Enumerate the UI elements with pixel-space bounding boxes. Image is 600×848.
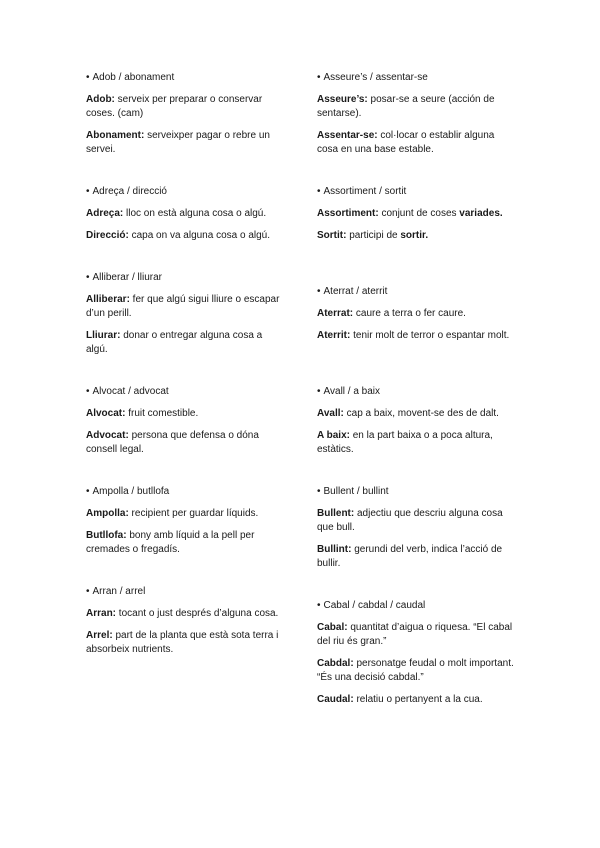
definition bbox=[86, 529, 286, 557]
bullet-icon: • bbox=[86, 272, 90, 283]
term: Alvocat: bbox=[86, 408, 126, 419]
definition-text: fer que algú sigui lliure o escapar d’un perill. bbox=[86, 294, 280, 319]
entry-heading: • Aterrat / aterrit bbox=[317, 286, 388, 297]
definition bbox=[86, 129, 286, 157]
definition-text: participi de bbox=[346, 230, 401, 241]
term: Bullint: bbox=[317, 544, 352, 555]
term: Aterrat: bbox=[317, 308, 354, 319]
bullet-icon: • bbox=[317, 72, 321, 83]
definition-text: part de la planta que està sota terra i absorbeix nutrients. bbox=[86, 630, 279, 655]
definition-text: personatge feudal o molt important. “És una decisió cabdal.” bbox=[317, 658, 514, 683]
definition bbox=[317, 129, 517, 157]
entry-cabal bbox=[317, 599, 517, 715]
entry-heading: • Adreça / direcció bbox=[86, 186, 167, 197]
definition bbox=[317, 407, 517, 421]
definition-text: serveixper pagar o rebre un servei. bbox=[86, 130, 270, 155]
definition bbox=[317, 507, 517, 535]
term: Abonament: bbox=[86, 130, 145, 141]
definition-text: fruit comestible. bbox=[125, 408, 199, 419]
entry-heading: • Cabal / cabdal / caudal bbox=[317, 600, 426, 611]
bullet-icon: • bbox=[86, 186, 90, 197]
term: Aterrit: bbox=[317, 330, 351, 341]
term: Adreça: bbox=[86, 208, 124, 219]
definition bbox=[317, 207, 517, 221]
bullet-icon: • bbox=[86, 386, 90, 397]
definition bbox=[317, 329, 517, 343]
definition-text: donar o entregar alguna cosa a algú. bbox=[86, 330, 263, 355]
definition bbox=[86, 229, 286, 243]
definition bbox=[317, 621, 517, 649]
definition-text: bony amb líquid a la pell per cremades o fregadís. bbox=[86, 530, 255, 555]
term: Lliurar: bbox=[86, 330, 121, 341]
entry-adob bbox=[86, 71, 286, 165]
term: Arran: bbox=[86, 608, 117, 619]
definition bbox=[86, 93, 286, 121]
term: Alliberar: bbox=[86, 294, 130, 305]
term: A baix: bbox=[317, 430, 350, 441]
definition-text: gerundi del verb, indica l’acció de bullir. bbox=[317, 544, 503, 569]
bullet-icon: • bbox=[317, 486, 321, 497]
definition bbox=[317, 429, 517, 457]
definition-text: caure a terra o fer caure. bbox=[353, 308, 466, 319]
entry-heading: • Adob / abonament bbox=[86, 72, 175, 83]
entry-arran bbox=[86, 585, 286, 665]
bullet-icon: • bbox=[317, 286, 321, 297]
definition-text: adjectiu que descriu alguna cosa que bull. bbox=[317, 508, 503, 533]
entry-ampolla bbox=[86, 485, 286, 565]
emphasized-word: variades. bbox=[459, 208, 503, 219]
entry-heading: • Arran / arrel bbox=[86, 586, 146, 597]
entry-aterrat bbox=[317, 285, 517, 351]
entry-adreca bbox=[86, 185, 286, 251]
term: Butllofa: bbox=[86, 530, 127, 541]
term: Bullent: bbox=[317, 508, 355, 519]
entry-alliberar bbox=[86, 271, 286, 365]
definition bbox=[86, 629, 286, 657]
entry-avall bbox=[317, 385, 517, 465]
bullet-icon: • bbox=[317, 600, 321, 611]
term: Asseure’s: bbox=[317, 94, 368, 105]
definition bbox=[317, 93, 517, 121]
definition bbox=[86, 293, 286, 321]
definition bbox=[86, 329, 286, 357]
entry-bullent bbox=[317, 485, 517, 579]
bullet-icon: • bbox=[317, 186, 321, 197]
definition-text: conjunt de coses bbox=[378, 208, 460, 219]
definition bbox=[86, 429, 286, 457]
entry-heading: • Asseure’s / assentar-se bbox=[317, 72, 428, 83]
entry-heading: • Bullent / bullint bbox=[317, 486, 389, 497]
entry-asseure bbox=[317, 71, 517, 165]
definition bbox=[317, 229, 517, 243]
definition-text: tenir molt de terror o espantar molt. bbox=[350, 330, 510, 341]
definition bbox=[317, 543, 517, 571]
definition bbox=[317, 657, 517, 685]
definition-text: serveix per preparar o conservar coses. (cam) bbox=[86, 94, 263, 119]
definition bbox=[317, 307, 517, 321]
definition bbox=[86, 507, 286, 521]
definition bbox=[86, 607, 286, 621]
term: Adob: bbox=[86, 94, 115, 105]
bullet-icon: • bbox=[86, 586, 90, 597]
definition-text: col·locar o establir alguna cosa en una base estable. bbox=[317, 130, 495, 155]
definition-text: en la part baixa o a poca altura, estàtics. bbox=[317, 430, 493, 455]
definition-text: tocant o just després d’alguna cosa. bbox=[116, 608, 279, 619]
term: Sortit: bbox=[317, 230, 347, 241]
term: Assortiment: bbox=[317, 208, 379, 219]
term: Advocat: bbox=[86, 430, 129, 441]
definition-text: relatiu o pertanyent a la cua. bbox=[353, 694, 483, 705]
bullet-icon: • bbox=[86, 486, 90, 497]
emphasized-word: sortir. bbox=[400, 230, 429, 241]
term: Cabal: bbox=[317, 622, 348, 633]
term: Arrel: bbox=[86, 630, 113, 641]
entry-heading: • Alvocat / advocat bbox=[86, 386, 169, 397]
term: Direcció: bbox=[86, 230, 129, 241]
entry-assortiment bbox=[317, 185, 517, 251]
definition-text: capa on va alguna cosa o algú. bbox=[128, 230, 271, 241]
term: Avall: bbox=[317, 408, 344, 419]
definition-text: recipient per guardar líquids. bbox=[128, 508, 259, 519]
term: Assentar-se: bbox=[317, 130, 378, 141]
definition-text: lloc on està alguna cosa o algú. bbox=[123, 208, 267, 219]
entry-heading: • Ampolla / butllofa bbox=[86, 486, 170, 497]
definition-text: cap a baix, movent-se des de dalt. bbox=[343, 408, 499, 419]
entry-heading: • Alliberar / lliurar bbox=[86, 272, 162, 283]
entry-heading: • Avall / a baix bbox=[317, 386, 381, 397]
definition-text: persona que defensa o dóna consell legal. bbox=[86, 430, 259, 455]
term: Cabdal: bbox=[317, 658, 354, 669]
term: Caudal: bbox=[317, 694, 354, 705]
bullet-icon: • bbox=[317, 386, 321, 397]
entry-alvocat bbox=[86, 385, 286, 465]
bullet-icon: • bbox=[86, 72, 90, 83]
definition bbox=[86, 207, 286, 221]
term: Ampolla: bbox=[86, 508, 129, 519]
definition bbox=[317, 693, 517, 707]
definition bbox=[86, 407, 286, 421]
entry-heading: • Assortiment / sortit bbox=[317, 186, 407, 197]
definition-text: quantitat d’aigua o riquesa. “El cabal del riu és gran.” bbox=[317, 622, 513, 647]
definition-text: posar-se a seure (acción de sentarse). bbox=[317, 94, 495, 119]
